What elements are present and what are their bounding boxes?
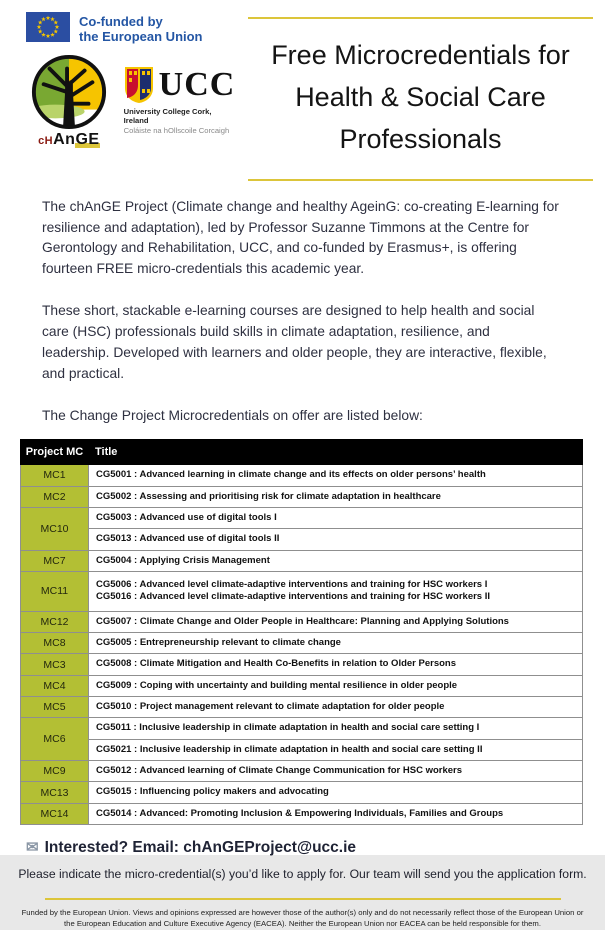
course-title-cell: CG5004 : Applying Crisis Management xyxy=(89,550,583,571)
mc-code-cell: MC11 xyxy=(21,571,89,611)
footer-divider xyxy=(45,898,561,900)
intro-paragraph-1: The chAnGE Project (Climate change and healthy AgeinG: co-creating E-learning for resilience and adaptation), led by Professor Suzanne Timmons at the Centre for Gerontology and Rehabilitation, UCC, and co-funded by Erasmus+, is offering fourteen FREE micro-credentials this academic year. xyxy=(42,198,559,277)
intro-paragraph-2: These short, stackable e-learning courses are designed to help health and social care (HSC) professionals build skills in climate adaptation, resilience, and leadership. Developed with learners and older people, they are interactive, flexible, and practical. xyxy=(42,303,547,382)
mc-code-cell: MC12 xyxy=(21,611,89,632)
ucc-shield-icon xyxy=(124,66,154,104)
mc-code-cell: MC1 xyxy=(21,465,89,486)
logo-column xyxy=(26,12,238,181)
table-row xyxy=(21,675,583,696)
course-title-cell: CG5010 : Project management relevant to climate adaptation for older people xyxy=(89,697,583,718)
table-row xyxy=(21,782,583,803)
change-wordmark: cHAnGE xyxy=(38,130,100,148)
funding-disclaimer: Funded by the European Union. Views and opinions expressed are however those of the author(s) only and do not necessarily reflect those of the European Union or the European Education and Culture Executive Agency (EACEA). Neither the European Union nor EACEA can be held responsible for them. xyxy=(21,908,584,928)
title-line-1: Free Microcredentials for xyxy=(271,40,570,70)
table-header-row xyxy=(21,440,583,465)
page-title xyxy=(248,17,593,181)
mc-code-cell: MC6 xyxy=(21,718,89,761)
course-title-cell: CG5008 : Climate Mitigation and Health Co-Benefits in relation to Older Persons xyxy=(89,654,583,675)
table-row xyxy=(21,697,583,718)
course-title-cell: CG5011 : Inclusive leadership in climate adaptation in health and social care setting I xyxy=(89,718,583,739)
mc-code-cell: MC8 xyxy=(21,633,89,654)
table-row xyxy=(21,611,583,632)
partner-logos xyxy=(26,53,238,148)
table-row xyxy=(21,507,583,528)
title-line-3: Professionals xyxy=(339,123,502,154)
ucc-name-en: University College Cork, Ireland xyxy=(123,106,212,125)
title-line-2: Health & Social Care xyxy=(295,81,546,112)
intro-paragraph-3: The Change Project Microcredentials on offer are listed below: xyxy=(42,408,423,424)
ucc-name-ga: Coláiste na hOllscoile Corcaigh xyxy=(123,125,230,135)
cta-email-address[interactable]: chAnGEProject@ucc.ie xyxy=(183,839,357,857)
microcredentials-table xyxy=(20,439,583,825)
microcredentials-table-body xyxy=(21,465,583,825)
eu-flag-icon xyxy=(26,12,70,42)
mc-code-cell: MC9 xyxy=(21,761,89,782)
course-title-cell: CG5009 : Coping with uncertainty and building mental resilience in older people xyxy=(89,675,583,696)
mc-code-cell: MC10 xyxy=(21,507,89,550)
table-row xyxy=(21,550,583,571)
cta-label: Interested? Email: xyxy=(44,839,179,857)
change-tree-icon xyxy=(30,53,108,131)
course-title-cell: CG5005 : Entrepreneurship relevant to climate change xyxy=(89,633,583,654)
mc-code-cell: MC3 xyxy=(21,654,89,675)
table-row xyxy=(21,465,583,486)
envelope-icon: ✉ xyxy=(26,839,39,857)
table-row xyxy=(21,739,583,760)
eu-cofunded-logo xyxy=(26,12,238,45)
mc-code-cell: MC2 xyxy=(21,486,89,507)
table-row xyxy=(21,654,583,675)
mc-code-cell: MC5 xyxy=(21,697,89,718)
course-title-cell: CG5001 : Advanced learning in climate change and its effects on older persons’ health xyxy=(89,465,583,486)
course-title-cell: CG5015 : Influencing policy makers and advocating xyxy=(89,782,583,803)
mc-code-cell: MC4 xyxy=(21,675,89,696)
intro-section xyxy=(0,181,605,428)
course-title-cell: CG5021 : Inclusive leadership in climate adaptation in health and social care setting II xyxy=(89,739,583,760)
column-header-title: Title xyxy=(89,440,583,465)
ucc-acronym: UCC xyxy=(158,65,236,103)
cta-note: Please indicate the micro-credential(s) you’d like to apply for. Our team will send you the application form. xyxy=(18,867,587,882)
change-project-logo xyxy=(26,53,112,148)
header xyxy=(0,0,605,181)
table-row xyxy=(21,633,583,654)
column-header-project-mc: Project MC xyxy=(21,440,89,465)
table-row xyxy=(21,486,583,507)
course-title-cell: CG5007 : Climate Change and Older People in Healthcare: Planning and Applying Solutions xyxy=(89,611,583,632)
course-title-cell: CG5002 : Assessing and prioritising risk for climate adaptation in healthcare xyxy=(89,486,583,507)
table-row xyxy=(21,529,583,550)
mc-code-cell: MC14 xyxy=(21,803,89,824)
course-title-cell: CG5006 : Advanced level climate-adaptive interventions and training for HSC workers I CG5016 : Advanced level climate-adaptive interventions and training for HSC workers II xyxy=(89,571,583,611)
table-row xyxy=(21,761,583,782)
ucc-logo xyxy=(124,66,238,135)
course-title-cell: CG5013 : Advanced use of digital tools II xyxy=(89,529,583,550)
cta-line xyxy=(26,838,605,857)
table-row xyxy=(21,803,583,824)
mc-code-cell: MC7 xyxy=(21,550,89,571)
table-row xyxy=(21,571,583,611)
eu-cofunded-text: Co-funded by the European Union xyxy=(79,14,203,45)
course-title-cell: CG5012 : Advanced learning of Climate Change Communication for HSC workers xyxy=(89,761,583,782)
table-row xyxy=(21,718,583,739)
course-title-cell: CG5003 : Advanced use of digital tools I xyxy=(89,507,583,528)
mc-code-cell: MC13 xyxy=(21,782,89,803)
course-title-cell: CG5014 : Advanced: Promoting Inclusion & Empowering Individuals, Families and Groups xyxy=(89,803,583,824)
